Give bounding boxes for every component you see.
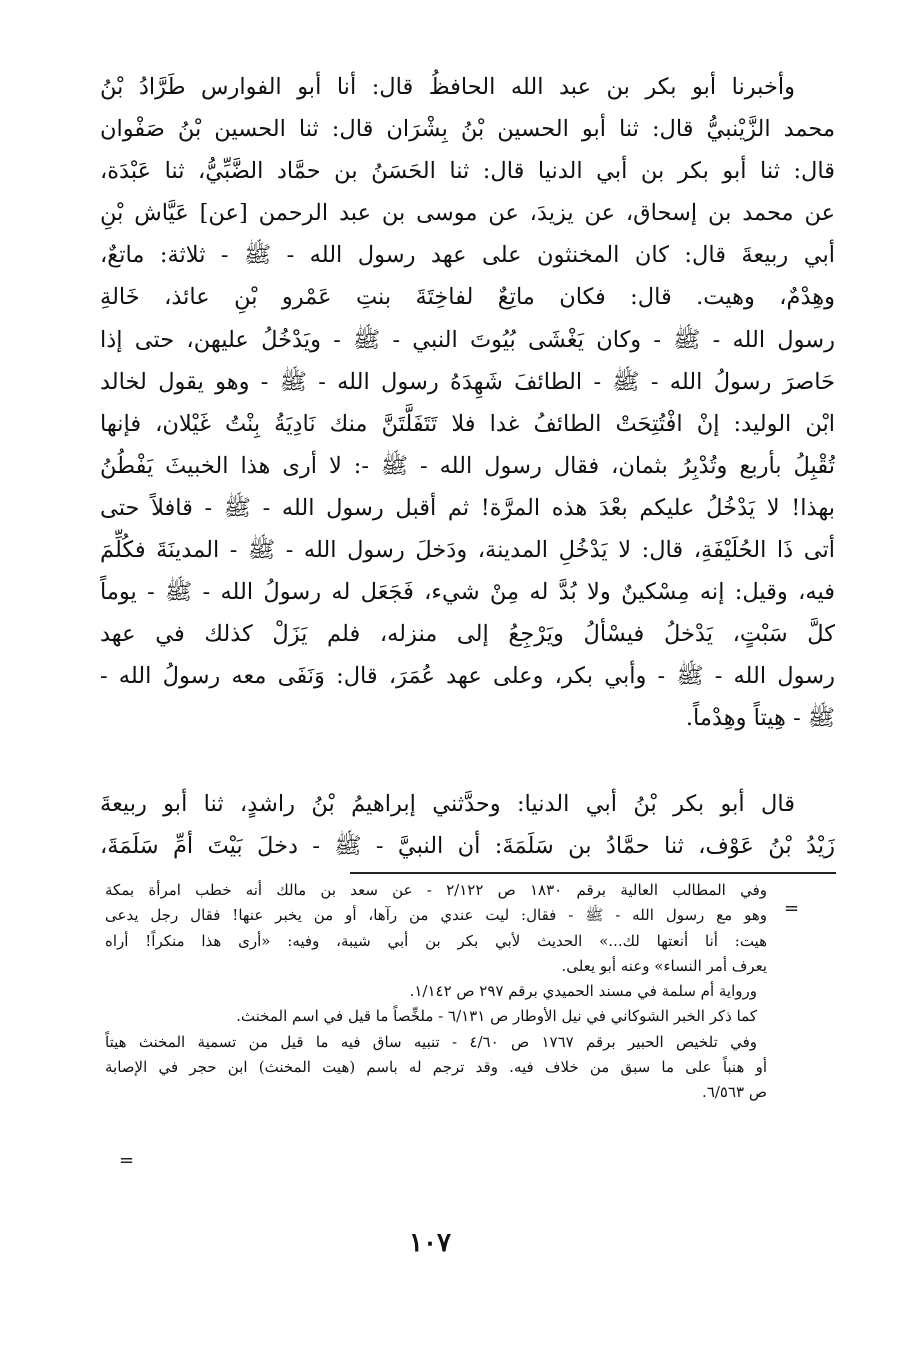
footnote-line: ص ٦/٥٦٣. (702, 1083, 767, 1102)
text-line: وهِدْمٌ، وهيت. قال: فكان ماتِعٌ لفاخِتَةَ بنتِ عَمْرو بْنِ عائذ، خَالةِ (100, 284, 835, 311)
main-paragraph-1 (100, 66, 835, 740)
footnote-end-mark: = (119, 1150, 135, 1171)
text-line: حَاصرَ رسولُ الله - ﷺ - الطائفَ شَهِدَهُ رسول الله - ﷺ - وهو يقول لخالد (100, 368, 835, 395)
footnote-line: وهو مع رسول الله - ﷺ - فقال: ليت عندي من رآها، أو من يخبر عنها! فقال رجل يدعى (105, 906, 767, 925)
text-line: قال أبو بكر بْنُ أبي الدنيا: وحدَّثني إبراهيمُ بْنُ راشدٍ، ثنا أبو ربيعةَ (100, 791, 795, 817)
text-line: قال: ثنا أبو بكر بن أبي الدنيا قال: ثنا الحَسَنُ بن حمَّاد الضَّبِّيُّ، ثنا عَبْدَة، (100, 158, 835, 185)
footnote-line: كما ذكر الخبر الشوكاني في نيل الأوطار ص ٦/١٣١ - ملخِّصاً ما قيل في اسم المخنث. (236, 1007, 757, 1026)
text-line: محمد الزَّيْنبيُّ قال: ثنا أبو الحسين بْنُ بِشْرَان قال: ثنا الحسين بْنُ صَفْوان (100, 116, 835, 143)
text-line: رسول الله - ﷺ - وأبي بكر، وعلى عهد عُمَرَ، قال: وَنَفَى معه رسولُ الله - (100, 663, 835, 690)
text-line: أبي ربيعةَ قال: كان المخنثون على عهد رسول الله - ﷺ - ثلاثة: ماتعٌ، (100, 242, 835, 269)
text-line: تُقْبِلُ بأربع وتُدْبِرُ بثمان، فقال رسول الله - ﷺ -: لا أرى هذا الخبيثَ يَفْطُنُ (100, 452, 835, 479)
text-line: رسول الله - ﷺ - وكان يَغْشَى بُيُوتَ النبي - ﷺ - ويَدْخُلُ عليهن، حتى إذا (100, 326, 835, 353)
text-line: وأخبرنا أبو بكر بن عبد الله الحافظُ قال: أنا أبو الفوارس طَرَّادُ بْنُ (100, 74, 795, 100)
page-number: ١٠٧ (409, 1228, 451, 1258)
text-line: زَيْدُ بْنُ عَوْف، ثنا حمَّادُ بن سَلَمَةَ: أن النبيَّ - ﷺ - دخلَ بَيْتَ أمِّ سَلَمَةَ، (100, 833, 835, 860)
text-line: بهذا! لا يَدْخُلُ عليكم بعْدَ هذه المرَّة! ثم أقبل رسول الله - ﷺ - قافلاً حتى (100, 494, 835, 521)
text-line: فيه، وقيل: إنه مِسْكينٌ ولا بُدَّ له مِنْ شيء، فَجَعَل له رسولُ الله - ﷺ - يوماً (100, 579, 835, 606)
text-line: كلَّ سَبْتٍ، يَدْخلُ فيسْألُ ويَرْجِعُ إلى منزله، فلم يَزَلْ كذلك في عهد (100, 621, 835, 648)
footnote-line: يعرف أمر النساء» وعنه أبو يعلى. (561, 956, 767, 975)
footnote-line: ورواية أم سلمة في مسند الحميدي برقم ٢٩٧ ص ١/١٤٢. (409, 982, 757, 1001)
text-line: ﷺ - هِيتاً وهِدْماً. (685, 705, 835, 732)
footnote-continuation-mark: = (784, 898, 800, 919)
footnote-separator (350, 872, 836, 874)
text-line: عن محمد بن إسحاق، عن يزيدَ، عن موسى بن عبد الرحمن [عن] عَيَّاش بْنِ (100, 200, 835, 227)
footnote-line: أو هنباً على ما سبق من خلاف فيه. وقد ترجم له باسم (هيت المخنث) ابن حجر في الإصابة (105, 1058, 767, 1077)
footnote-line: وفي المطالب العالية برقم ١٨٣٠ ص ٢/١٢٢ - عن سعد بن مالك أنه خطب امرأة بمكة (105, 881, 767, 899)
footnotes (105, 878, 767, 1106)
main-paragraph-2 (100, 783, 835, 867)
footnote-line: هيت: أنا أنعتها لك...» الحديث لأبي بكر بن أبي شيبة، وفيه: «أرى هذا منكراً! أراه (105, 931, 767, 950)
footnote-line: وفي تلخيص الحبير برقم ١٧٦٧ ص ٤/٦٠ - تنبيه ساق فيه ما قيل من تسمية المخنث هيتاً (105, 1032, 758, 1051)
text-line: أتى ذَا الحُلَيْفَةِ، قال: لا يَدْخُلِ المدينة، ودَخلَ رسول الله - ﷺ - المدينَةَ فكُلِّمَ (100, 537, 835, 564)
text-line: ابْن الوليد: إنْ افْتُتِحَتْ الطائفُ غدا فلا تَتَفَلَّتَنَّ منك نَادِيَةُ بِنْتُ غَيْلان، فإنها (100, 410, 835, 437)
